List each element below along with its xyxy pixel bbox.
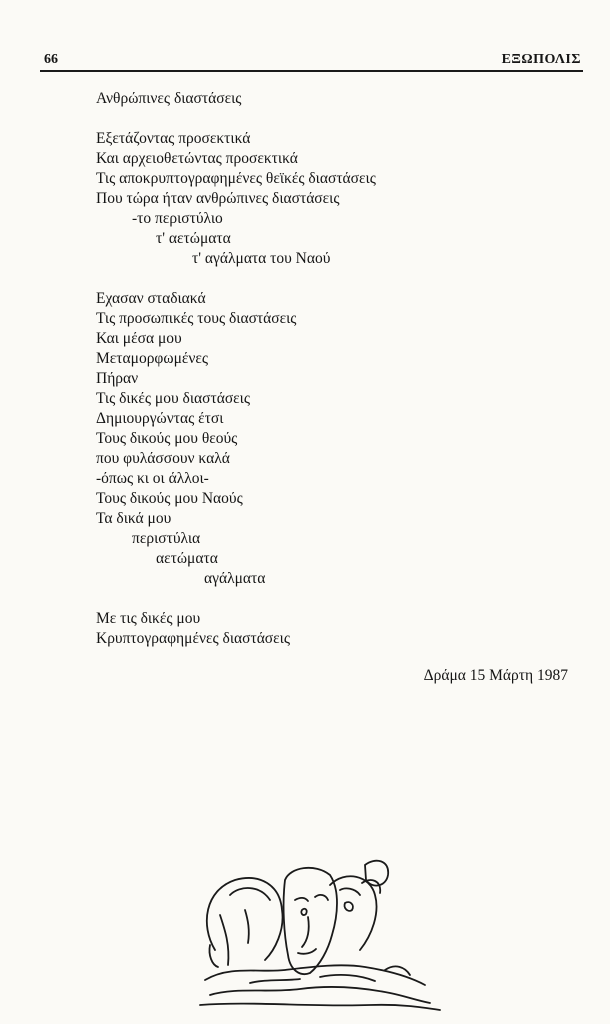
- poem-line: Και μέσα μου: [96, 330, 182, 347]
- page-header: [40, 48, 583, 72]
- pen-sketch-faces-icon: [190, 855, 450, 1015]
- poem-line: Με τις δικές μου: [96, 610, 201, 627]
- poem-line: Τις αποκρυπτογραφημένες θεϊκές διαστάσεις: [96, 170, 376, 187]
- poem-line: τ' αγάλματα του Ναού: [192, 250, 331, 267]
- poem-line: αγάλματα: [204, 570, 266, 587]
- poem-line: Δημιουργώντας έτσι: [96, 410, 224, 427]
- poem-line: -το περιστύλιο: [132, 210, 223, 227]
- poem-line: Πήραν: [96, 370, 139, 387]
- poem-signature: Δράμα 15 Μάρτη 1987: [423, 667, 568, 684]
- poem-line: Τα δικά μου: [96, 510, 172, 527]
- poem-line: Τις προσωπικές τους διαστάσεις: [96, 310, 297, 327]
- stanza-1: [96, 129, 576, 269]
- poem-line: που φυλάσσουν καλά: [96, 450, 230, 467]
- poem-line: περιστύλια: [132, 530, 201, 547]
- poem-line: -όπως κι οι άλλοι-: [96, 470, 209, 487]
- stanza-3: [96, 609, 576, 649]
- poem-line: Που τώρα ήταν ανθρώπινες διαστάσεις: [96, 190, 340, 207]
- poem-line: τ' αετώματα: [156, 230, 231, 247]
- poem-line: Μεταμορφωμένες: [96, 350, 209, 367]
- poem-title: Ανθρώπινες διαστάσεις: [96, 90, 242, 107]
- poem-line: Κρυπτογραφημένες διαστάσεις: [96, 630, 290, 647]
- poem-line: Εξετάζοντας προσεκτικά: [96, 130, 251, 147]
- page-number: 66: [44, 52, 58, 67]
- poem-line: Τους δικούς μου Ναούς: [96, 490, 243, 507]
- poem-line: Τις δικές μου διαστάσεις: [96, 390, 250, 407]
- stanza-2: [96, 289, 576, 589]
- poem-line: αετώματα: [156, 550, 218, 567]
- poem-line: Τους δικούς μου θεούς: [96, 430, 238, 447]
- journal-title: ΕΞΩΠΟΛΙΣ: [501, 52, 581, 67]
- poem-line: Εχασαν σταδιακά: [96, 290, 206, 307]
- poem-line: Και αρχειοθετώντας προσεκτικά: [96, 150, 298, 167]
- poem: [96, 89, 576, 649]
